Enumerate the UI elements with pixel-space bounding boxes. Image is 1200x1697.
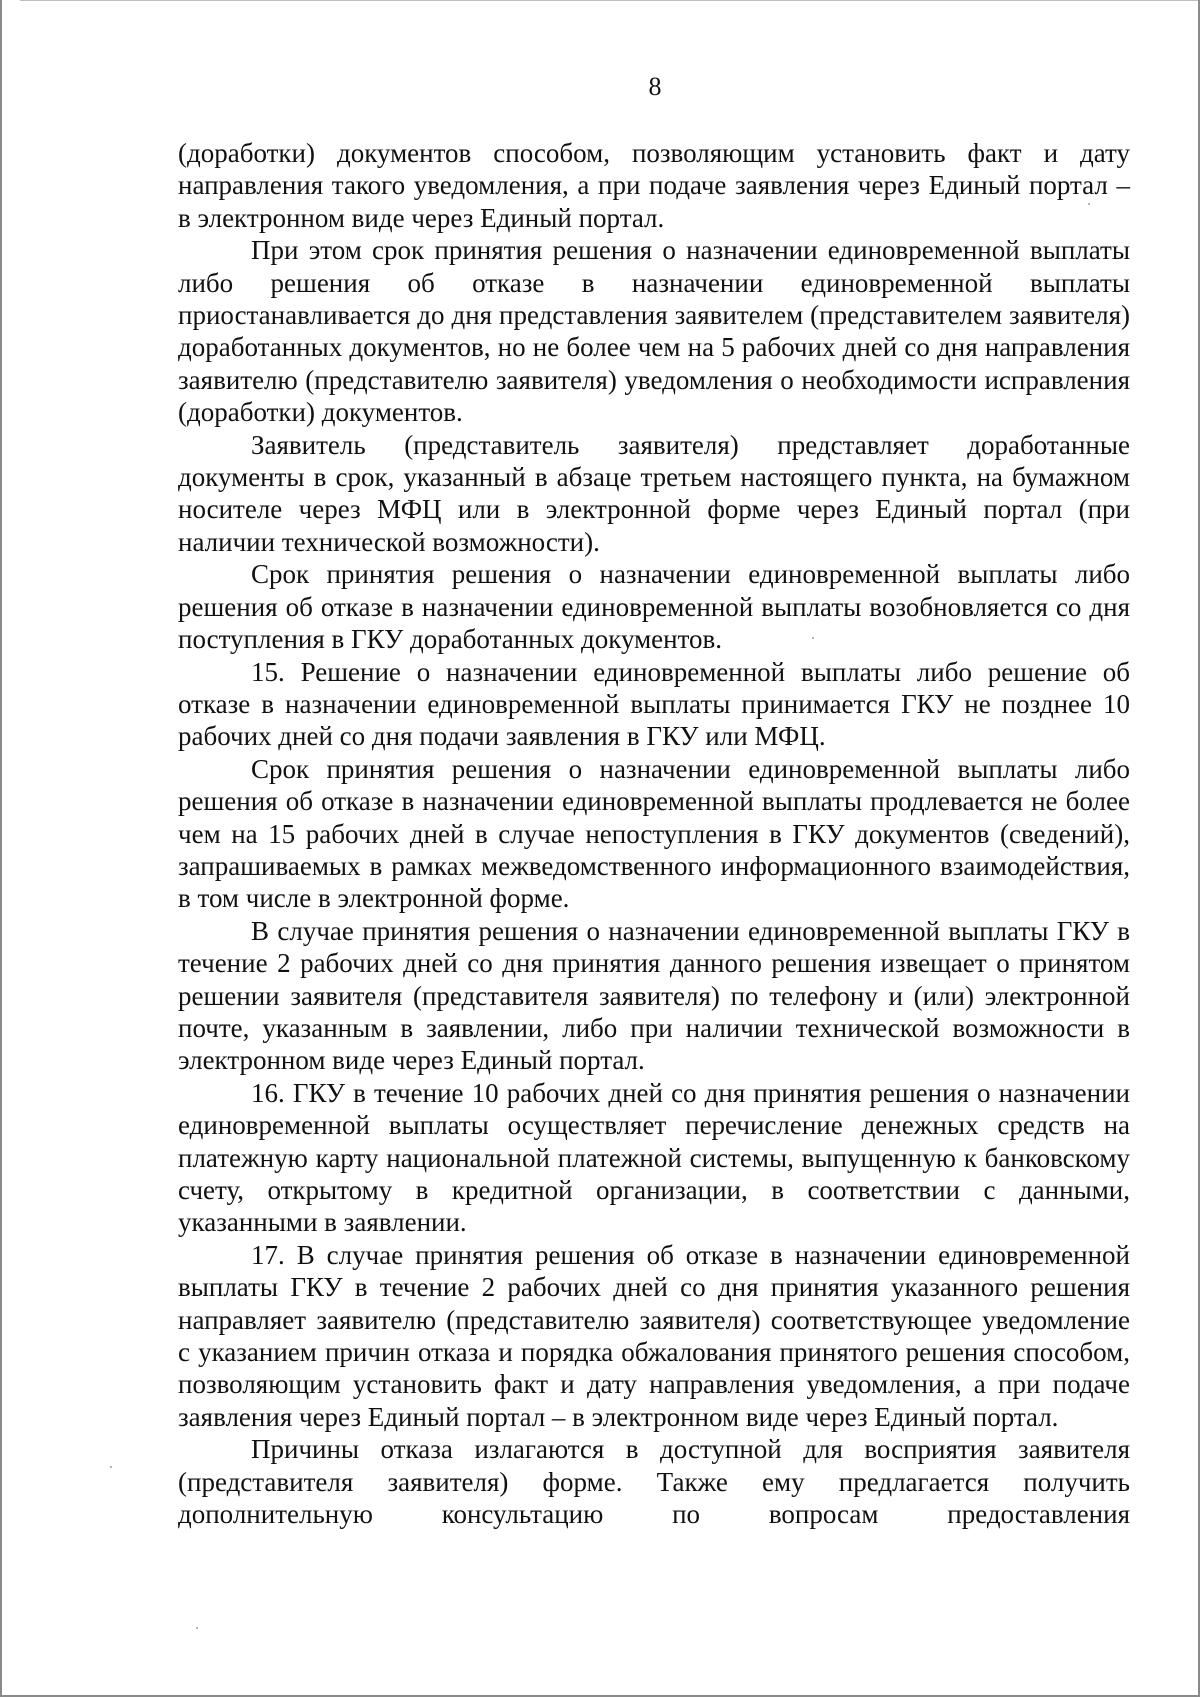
paragraph: Заявитель (представитель заявителя) представляет доработанные документы в срок, указанный в абзаце третьем настоящего пункта, на бумажном носителе через МФЦ или в электронной форме через Единый портал (при наличии технической возможности). xyxy=(178,429,1130,557)
page-number: 8 xyxy=(648,72,662,101)
scan-edge-top xyxy=(20,0,1200,1)
paragraph: Срок принятия решения о назначении единовременной выплаты либо решения об отказе в назначении единовременной выплаты возобновляется со дня поступления в ГКУ доработанных документов. xyxy=(178,559,1130,655)
paragraph-item-15: 15. Решение о назначении единовременной выплаты либо решение об отказе в назначении единовременной выплаты принимается ГКУ не позднее 10 рабочих дней со дня подачи заявления в ГКУ или МФЦ. xyxy=(178,656,1130,752)
paragraph-item-16: 16. ГКУ в течение 10 рабочих дней со дня принятия решения о назначении единовременной выплаты осуществляет перечисление денежных средств на платежную карту национальной платежной системы, выпущенную к банковскому счету, открытому в кредитной организации, в соответствии с данными, указанными в заявлении. xyxy=(178,1077,1130,1238)
scan-edge-left xyxy=(0,0,2,1697)
scan-speck xyxy=(812,637,814,639)
document-body xyxy=(178,137,1130,1530)
paragraph: Срок принятия решения о назначении единовременной выплаты либо решения об отказе в назначении единовременной выплаты продлевается не более чем на 15 рабочих дней в случае непоступления в ГКУ документов (сведений), запрашиваемых в рамках межведомственного информационного взаимодействия, в том числе в электронной форме. xyxy=(178,753,1130,914)
paragraph: (доработки) документов способом, позволяющим установить факт и дату направления такого уведомления, а при подаче заявления через Единый портал – в электронном виде через Единый портал. xyxy=(178,138,1130,233)
paragraph: В случае принятия решения о назначении единовременной выплаты ГКУ в течение 2 рабочих дней со дня принятия данного решения извещает о принятом решении заявителя (представителя заявителя) по телефону и (или) электронной почте, указанным в заявлении, либо при наличии технической возможности в электронном виде через Единый портал. xyxy=(178,915,1130,1076)
paragraph: При этом срок принятия решения о назначении единовременной выплаты либо решения об отказе в назначении единовременной выплаты приостанавливается до дня представления заявителем (представителем заявителя) доработанных документов, но не более чем на 5 рабочих дней со дня направления заявителю (представителю заявителя) уведомления о необходимости исправления (доработки) документов. xyxy=(178,235,1130,428)
scan-speck xyxy=(196,1627,198,1629)
paragraph: Причины отказа излагаются в доступной для восприятия заявителя (представителя заявителя) форме. Также ему предлагается получить дополнительную консультацию по вопросам предоставления xyxy=(178,1434,1130,1530)
paragraph-item-17: 17. В случае принятия решения об отказе в назначении единовременной выплаты ГКУ в течение 2 рабочих дней со дня принятия указанного решения направляет заявителю (представителю заявителя) соответствующее уведомление с указанием причин отказа и порядка обжалования принятого решения способом, позволяющим установить факт и дату направления уведомления, а при подаче заявления через Единый портал – в электронном виде через Единый портал. xyxy=(178,1239,1130,1432)
scan-speck xyxy=(110,1466,112,1468)
scan-speck xyxy=(1088,203,1090,205)
